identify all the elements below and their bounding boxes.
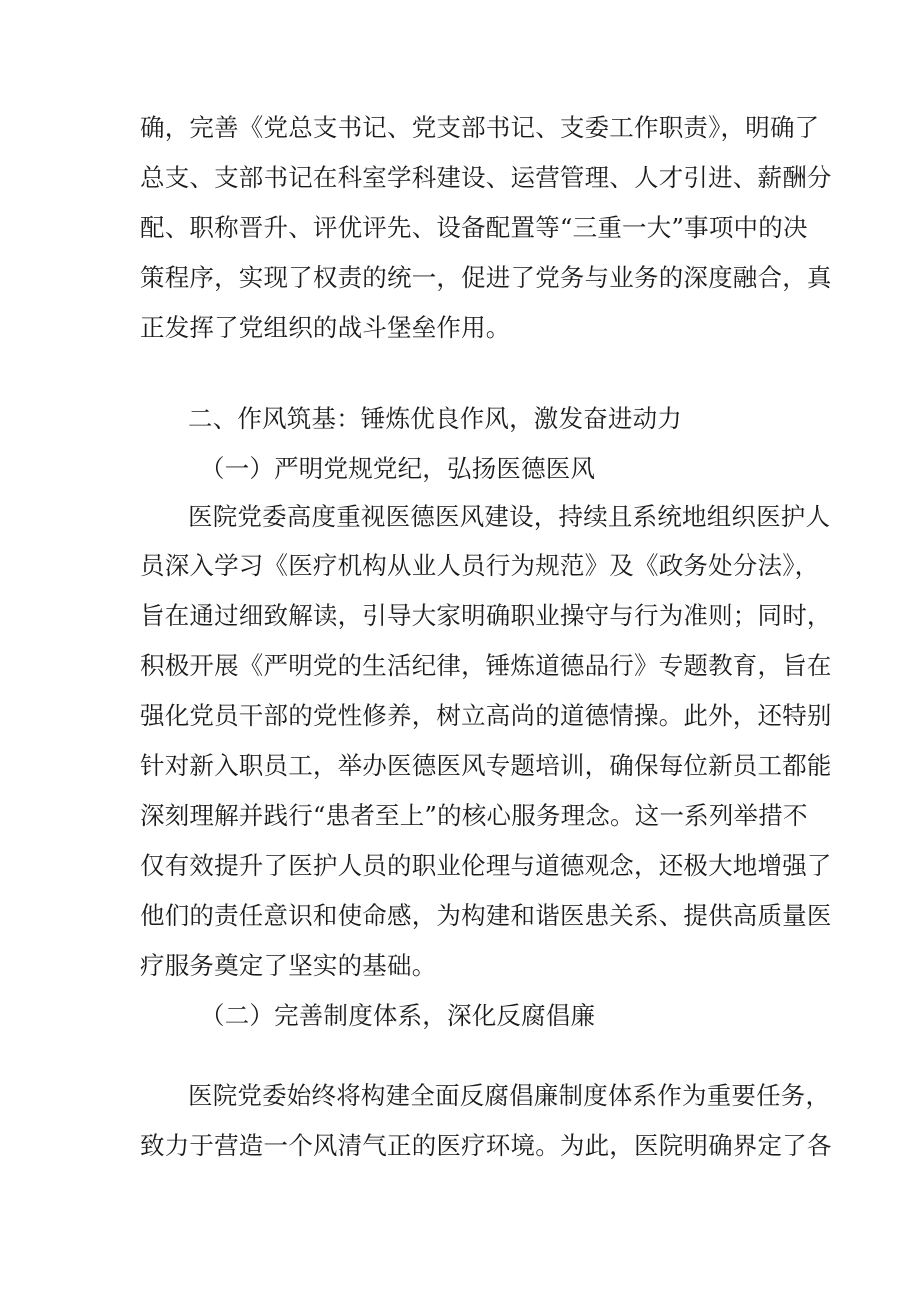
subsection-1-line-8: 仅有效提升了医护人员的职业伦理与道德观念，还极大地增强了: [140, 851, 832, 880]
paragraph-1-line-3: 配、职称晋升、评优评先、设备配置等“三重一大”事项中的决: [140, 213, 808, 242]
subsection-1-line-10: 疗服务奠定了坚实的基础。: [140, 951, 437, 980]
subsection-2-heading: （二）完善制度体系，深化反腐倡廉: [200, 1001, 596, 1030]
paragraph-1-line-5: 正发挥了党组织的战斗堡垒作用。: [140, 313, 511, 342]
section-heading: 二、作风筑基：锤炼优良作风，激发奋进动力: [188, 404, 682, 433]
paragraph-1-line-4: 策程序，实现了权责的统一，促进了党务与业务的深度融合，真: [140, 263, 832, 292]
subsection-1-line-5: 强化党员干部的党性修养，树立高尚的道德情操。此外，还特别: [140, 701, 832, 730]
subsection-1-line-6: 针对新入职员工，举办医德医风专题培训，确保每位新员工都能: [140, 751, 832, 780]
subsection-2-line-1: 医院党委始终将构建全面反腐倡廉制度体系作为重要任务，: [188, 1081, 831, 1110]
subsection-2-line-2: 致力于营造一个风清气正的医疗环境。为此，医院明确界定了各: [140, 1131, 832, 1160]
subsection-1-line-4: 积极开展《严明党的生活纪律，锤炼道德品行》专题教育，旨在: [140, 651, 832, 680]
paragraph-1-line-2: 总支、支部书记在科室学科建设、运营管理、人才引进、薪酬分: [140, 163, 832, 192]
subsection-1-line-3: 旨在通过细致解读，引导大家明确职业操守与行为准则；同时，: [140, 601, 832, 630]
subsection-1-line-7: 深刻理解并践行“患者至上”的核心服务理念。这一系列举措不: [140, 801, 808, 830]
paragraph-1-line-1: 确，完善《党总支书记、党支部书记、支委工作职责》，明确了: [140, 113, 820, 142]
subsection-1-heading: （一）严明党规党纪，弘扬医德医风: [200, 454, 596, 483]
subsection-1-line-2: 员深入学习《医疗机构从业人员行为规范》及《政务处分法》，: [140, 551, 820, 580]
subsection-1-line-1: 医院党委高度重视医德医风建设，持续且系统地组织医护人: [188, 502, 831, 531]
subsection-1-line-9: 他们的责任意识和使命感，为构建和谐医患关系、提供高质量医: [140, 901, 832, 930]
